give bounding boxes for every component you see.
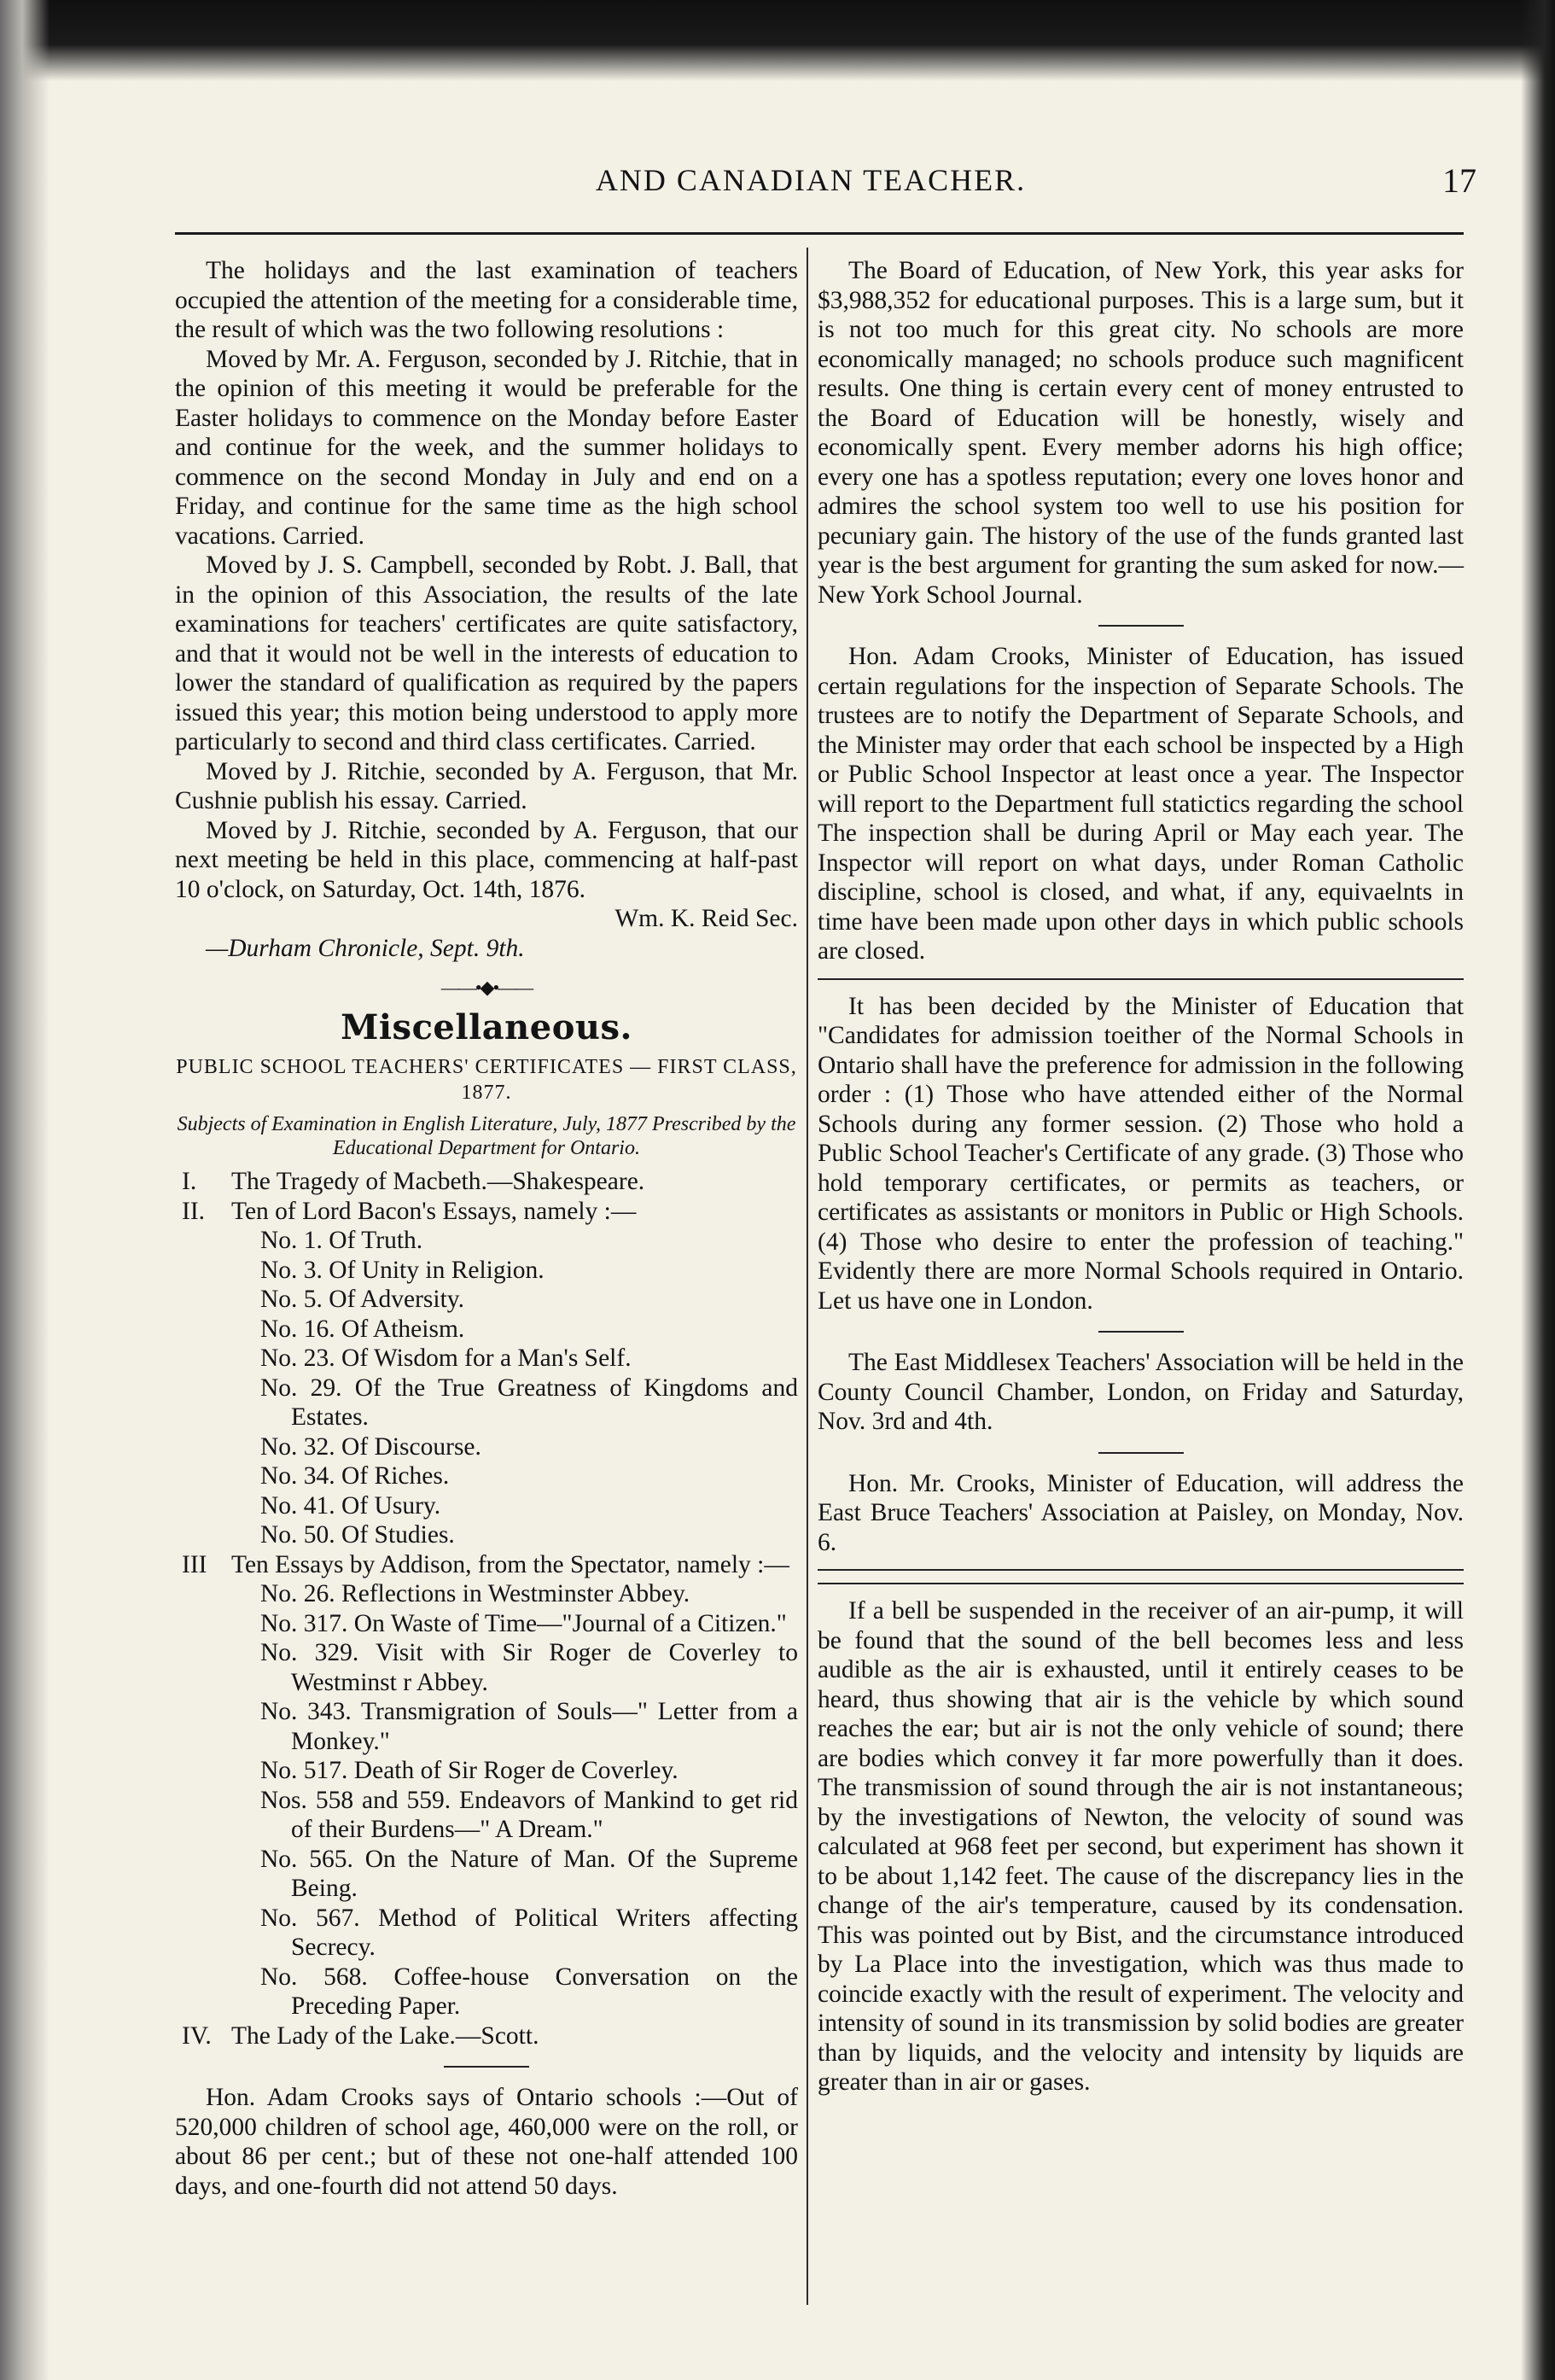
section-number: III (182, 1550, 207, 1578)
list-item: No. 23. Of Wisdom for a Man's Self. (260, 1345, 632, 1372)
subject-note: Subjects of Examination in English Literature, July, 1877 Prescribed by the Educational Department for Ontario. (177, 1113, 796, 1159)
running-head: AND CANADIAN TEACHER. (595, 163, 1027, 197)
list-item: No. 16. Of Atheism. (260, 1315, 465, 1343)
list-item: No. 50. Of Studies. (260, 1521, 455, 1549)
list-item: No. 1. Of Truth. (260, 1227, 423, 1254)
list-item: No. 565. On the Nature of Man. Of the Supreme Being. (260, 1845, 798, 1902)
section-text: Ten of Lord Bacon's Essays, namely :— (231, 1197, 637, 1225)
list-item: No. 26. Reflections in Westminster Abbey. (260, 1580, 690, 1607)
list-item: No. 34. Of Riches. (260, 1462, 450, 1490)
paragraph: The holidays and the last examination of teachers occupied the attention of the meeting for a considerable time, the result of which was the two following resolutions : (175, 257, 798, 343)
section-number: II. (182, 1197, 206, 1225)
section-text: Ten Essays by Addison, from the Spectator, namely :— (231, 1550, 789, 1578)
paragraph: Moved by Mr. A. Ferguson, seconded by J. Ritchie, that in the opinion of this meeting it would be preferable for the Easter holidays to commence on the Monday before Easter and continue for the week, and the summer holidays to commence on the second Monday in July and end on a Friday, and continue for the same time as the high school vacations. Carried. (175, 345, 798, 550)
section-number: I. (182, 1168, 197, 1195)
list-item: Nos. 558 and 559. Endeavors of Mankind to get rid of their Burdens—" A Dream." (260, 1786, 798, 1843)
list-item: No. 317. On Waste of Time—"Journal of a Citizen." (260, 1609, 787, 1637)
short-divider (1098, 1452, 1184, 1454)
source-citation: —Durham Chronicle, Sept. 9th. (206, 934, 525, 962)
paragraph: Moved by J. Ritchie, seconded by A. Ferguson, that our next meeting be held in this place, commencing at half-past 10 o'clock, on Saturday, Oct. 14th, 1876. (175, 816, 798, 903)
ornament-divider: ——•◆•—— (440, 977, 533, 998)
signature: Wm. K. Reid Sec. (614, 905, 798, 932)
outline-section (175, 1550, 798, 1580)
page-header (145, 162, 1476, 213)
outline-section (175, 1167, 798, 1197)
right-column (818, 256, 1464, 2097)
section-number: IV. (182, 2021, 212, 2050)
paragraph: The East Middlesex Teachers' Association will be held in the County Council Chamber, London, on Friday and Saturday, Nov. 3rd and 4th. (818, 1349, 1464, 1435)
short-divider (1098, 1331, 1184, 1333)
list-item: No. 329. Visit with Sir Roger de Coverley to Westminst r Abbey. (260, 1639, 798, 1696)
outline-section (175, 2021, 798, 2051)
paragraph: If a bell be suspended in the receiver of an air-pump, it will be found that the sound of the bell becomes less and less audible as the air is exhausted, until it entirely ceases to be heard, thus showing that air is the vehicle by which sound reaches the ear; but air is not the only vehicle of sound; there are bodies which convey it far more powerfully than it does. The transmission of sound through the air is not instantaneous; by the investigations of Newton, the velocity of sound was calculated at 968 feet per second, but experiment has shown it to be about 1,142 feet. The cause of the discrepancy lies in the change of the air's temperature, caused by its condensation. This was pointed out by Bist, and the circumstance introduced by La Place into the investigation, which was thus made to coincide exactly with the result of experiment. The velocity and intensity of sound in its transmission by solid bodies are greater than by liquids, and the velocity and intensity by liquids are greater than in air or gases. (818, 1597, 1464, 2096)
list-item: No. 41. Of Usury. (260, 1491, 441, 1520)
list-item: No. 5. Of Adversity. (260, 1286, 464, 1313)
column-divider (807, 248, 808, 2305)
divider (818, 1569, 1464, 1571)
list-item: No. 567. Method of Political Writers affecting Secrecy. (260, 1904, 798, 1961)
outline-section (175, 1197, 798, 1227)
section-subhead: PUBLIC SCHOOL TEACHERS' CERTIFICATES — FIRST CLASS, 1877. (176, 1056, 797, 1104)
paragraph: Moved by J. Ritchie, seconded by A. Ferguson, that Mr. Cushnie publish his essay. Carried. (175, 757, 798, 814)
short-divider (444, 2066, 529, 2068)
section-title: Miscellaneous. (341, 1006, 632, 1047)
list-item: No. 32. Of Discourse. (260, 1432, 481, 1461)
header-rule (175, 232, 1464, 235)
section-text: The Tragedy of Macbeth.—Shakespeare. (231, 1168, 645, 1195)
list-item: No. 343. Transmigration of Souls—" Letter from a Monkey." (260, 1698, 798, 1755)
list-item: No. 568. Coffee-house Conversation on the Preceding Paper. (260, 1963, 798, 2020)
scan-edge-top (0, 0, 1555, 81)
paragraph: Hon. Mr. Crooks, Minister of Education, will address the East Bruce Teachers' Association at Paisley, on Monday, Nov. 6. (818, 1469, 1464, 1556)
paragraph: It has been decided by the Minister of Education that "Candidates for admission toeither of the Normal Schools in Ontario shall have the preference for admission in the following order : (1) Those who have attended either of the Normal Schools during any former session. (2) Those who hold a Public School Teacher's Certificate of any grade. (3) Those who hold temporary certificates, or permits as teachers, or certificates as assistants or monitors in Public or High Schools. (4) Those who desire to enter the profession of teaching." Evidently there are more Normal Schools required in Ontario. Let us have one in London. (818, 992, 1464, 1315)
list-item: No. 29. Of the True Greatness of Kingdoms and Estates. (260, 1374, 798, 1431)
paragraph: The Board of Education, of New York, this year asks for $3,988,352 for educational purposes. This is a large sum, but it is not too much for this great city. No schools are more economically managed; no schools produce such magnificent results. One thing is certain every cent of money entrusted to the Board of Education will be honestly, wisely and economically spent. Every member adorns his high office; every one has a spotless reputation; every one loves honor and admires the school system too well to use his position for pecuniary gain. The history of the use of the funds granted last year is the best argument for granting the sum asked for now.—New York School Journal. (818, 257, 1464, 609)
divider (818, 1583, 1464, 1584)
scan-edge-left (0, 0, 50, 2380)
divider (818, 978, 1464, 980)
short-divider (1098, 625, 1184, 627)
paragraph: Hon. Adam Crooks, Minister of Education, has issued certain regulations for the inspection of Separate Schools. The trustees are to notify the Department of Separate Schools, and the Minister may order that each school be inspected by a High or Public School Inspector at least once a year. The Inspector will report to the Department full statictics regarding the school The inspection shall be during April or May each year. The Inspector will report on what days, under Roman Catholic discipline, school is closed, and what, if any, equivaelnts in time have been made upon other days in which public schools are closed. (818, 643, 1464, 965)
list-item: No. 3. Of Unity in Religion. (260, 1256, 545, 1284)
scan-edge-right (1521, 0, 1555, 2380)
section-text: The Lady of the Lake.—Scott. (231, 2021, 539, 2050)
left-column (175, 256, 798, 2201)
paragraph: Moved by J. S. Campbell, seconded by Robt. J. Ball, that in the opinion of this Association, the results of the late examinations for teachers' certificates are quite satisfactory, and that it would not be well in the interests of education to lower the standard of qualification as required by the papers issued this year; this motion being understood to apply more particularly to second and third class certificates. Carried. (175, 551, 798, 755)
list-item: No. 517. Death of Sir Roger de Coverley. (260, 1757, 678, 1784)
page-number: 17 (1442, 161, 1476, 200)
exam-outline (175, 1167, 798, 2050)
paragraph: Hon. Adam Crooks says of Ontario schools :—Out of 520,000 children of school age, 460,000 were on the roll, or about 86 per cent.; but of these not one-half attended 100 days, and one-fourth did not attend 50 days. (175, 2084, 798, 2200)
